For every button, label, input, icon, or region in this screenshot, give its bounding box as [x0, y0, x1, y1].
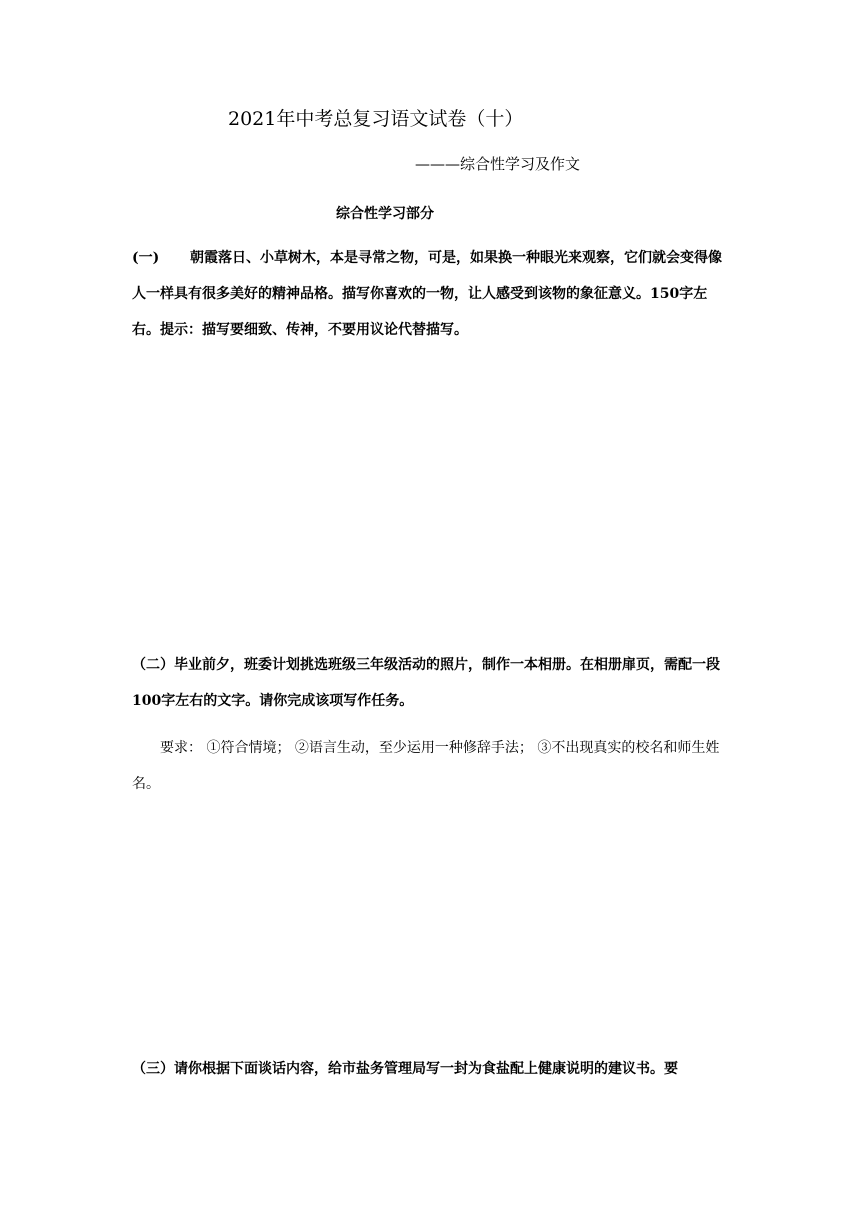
question-2	[132, 647, 732, 719]
question-1	[132, 240, 732, 348]
question-3	[132, 1051, 732, 1087]
section-heading: 综合性学习部分	[336, 206, 434, 222]
question-2-text: 毕业前夕，班委计划挑选班级三年级活动的照片，制作一本相册。在相册扉页，需配一段100字左右的文字。请你完成该项写作任务。	[132, 657, 720, 709]
question-3-text: 请你根据下面谈话内容，给市盐务管理局写一封为食盐配上健康说明的建议书。要	[174, 1061, 678, 1077]
question-1-text: 朝霞落日、小草树木，本是寻常之物，可是，如果换一种眼光来观察，它们就会变得像人一样具有很多美好的精神品格。描写你喜欢的一物，让人感受到该物的象征意义。150字左右。提示：描写要细致、传神，不要用议论代替描写。	[132, 250, 722, 338]
question-2-number: （二）	[132, 657, 174, 673]
page-subtitle: ———综合性学习及作文	[415, 155, 581, 173]
question-3-number: （三）	[132, 1061, 174, 1077]
question-2-requirement: 要求： ①符合情境； ②语言生动，至少运用一种修辞手法； ③不出现真实的校名和师生姓名。	[132, 740, 720, 792]
question-1-number: (一)	[132, 250, 160, 266]
page-title: 2021年中考总复习语文试卷（十）	[228, 108, 524, 130]
